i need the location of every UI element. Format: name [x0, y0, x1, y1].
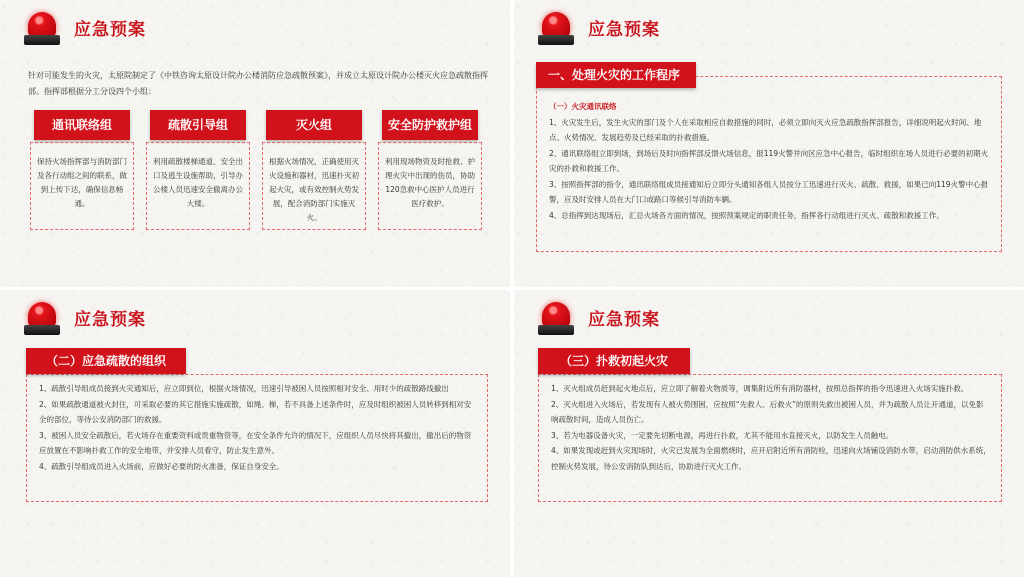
section-heading: 一、处理火灾的工作程序 [536, 62, 696, 88]
slide-emergency-groups [0, 0, 510, 287]
list-item: 2、如果疏散通道被火封住，可采取必要的其它措施实施疏散，如绳、梯，若不具备上述条件时，应及时组织被困人员转移到相对安全的部位，等待公安消防部门的救援。 [39, 399, 472, 424]
group-description: 利用疏散楼梯通道、安全出口及逃生设施帮助，引导办公楼人员迅速安全撤离办公大楼。 [146, 142, 250, 230]
section-content [538, 374, 1002, 502]
group-card-communication [30, 110, 134, 230]
slide-title: 应急预案 [588, 20, 660, 40]
slide-title: 应急预案 [74, 310, 146, 330]
list-item: 4、如果发现或赶到火灾现场时，火灾已发展为全面燃烧时，应开启附近所有消防栓，迅速向火场铺设消防水带，启动消防供水系统，控制火势发展，待公安消防队到达后，协助进行灭火工作。 [551, 446, 991, 471]
slide-evacuation [0, 290, 510, 577]
group-title: 疏散引导组 [150, 110, 246, 140]
slide-title: 应急预案 [74, 20, 146, 40]
list-item: 2、灭火组进入火场后，若发现有人被火势围困，应按照“先救人、后救火”的原则先救出被困人员，并为疏散人员让开通道，以免影响疏散时间，造成人员伤亡。 [551, 399, 984, 424]
group-description: 根据火场情况，正确使用灭火设施和器材，迅速扑灭初起火灾，或有效控制火势发展，配合消防部门实施灭火。 [262, 142, 366, 230]
slide-fire-procedure [514, 0, 1024, 287]
group-description: 利用现场物资及时抢救、护理火灾中出现的伤员，协助120急救中心医护人员进行医疗救护。 [378, 142, 482, 230]
group-title: 通讯联络组 [34, 110, 130, 140]
list-item: 3、按照指挥部的指令，通讯联络组成员接通知后立即分头通知各组人员按分工迅速进行灭火、疏散、救援，如果已向119火警中心报警，应及时安排人员在大门口或路口等候引导消防车辆。 [549, 179, 989, 204]
alarm-siren-icon [24, 8, 60, 46]
subsection-heading: （一）火灾通讯联络 [549, 102, 617, 111]
slide-initial-firefighting [514, 290, 1024, 577]
list-item: 2、通讯联络组立即到场，到场后及时向指挥部反馈火场信息，报119火警并向区应急中心报告，临时组织在场人员进行必要的初期火灾的扑救和救援工作。 [549, 148, 989, 173]
list-item: 1、灭火组成员赶到起火地点后，应立即了解着火物质等，调集附近所有消防器材，按照总指挥的指令迅速进入火场实施扑救。 [551, 384, 969, 393]
alarm-siren-icon [538, 298, 574, 336]
alarm-siren-icon [538, 8, 574, 46]
list-item: 3、若为电器设备火灾，一定要先切断电源，再进行扑救，尤其不能用水直接灭火，以防发生人员触电。 [551, 430, 894, 440]
group-card-rescue [378, 110, 482, 230]
list-item: 1、火灾发生后，发生火灾的部门及个人在采取相应自救措施的同时，必须立即向灭火应急疏散指挥部报告，详细说明起火时间、地点、火势情况、发展趋势及已经采取的扑救措施。 [549, 117, 982, 142]
group-title: 安全防护救护组 [382, 110, 478, 140]
list-item: 3、被困人员安全疏散后，若火场存在重要资料或贵重物资等，在安全条件允许的情况下，应组织人员尽快将其撤出，撤出后的物资应放置在不影响扑救工作的安全地带，并安排人员看守，防止发生意外。 [39, 430, 472, 455]
section-heading: （二）应急疏散的组织 [26, 348, 186, 374]
section-content [536, 76, 1002, 252]
group-card-firefighting [262, 110, 366, 230]
list-item: 4、疏散引导组成员进入火场前，应做好必要的防火准备，保证自身安全。 [39, 461, 284, 471]
list-item: 4、总指挥到达现场后，汇总火场各方面的情况，按照预案规定的职责任务，指挥各行动组进行灭火、疏散和救援工作。 [549, 210, 944, 220]
section-heading: （三）扑救初起火灾 [538, 348, 690, 374]
slide-title: 应急预案 [588, 310, 660, 330]
group-card-evacuation [146, 110, 250, 230]
group-title: 灭火组 [266, 110, 362, 140]
intro-text: 针对可能发生的火灾，太原院制定了《中铁咨询太原设计院办公楼消防应急疏散预案》，并成立太原设计院办公楼灭火应急疏散指挥部。指挥部根据分工分设四个小组： [28, 71, 488, 96]
section-content [26, 374, 488, 502]
alarm-siren-icon [24, 298, 60, 336]
group-description: 保持火场指挥部与消防部门及各行动组之间的联系，做到上传下达，确保信息畅通。 [30, 142, 134, 230]
list-item: 1、疏散引导组成员接到火灾通知后，应立即到位，根据火场情况，迅速引导被困人员按照相对安全、用时少的疏散路线撤出 [39, 384, 449, 393]
